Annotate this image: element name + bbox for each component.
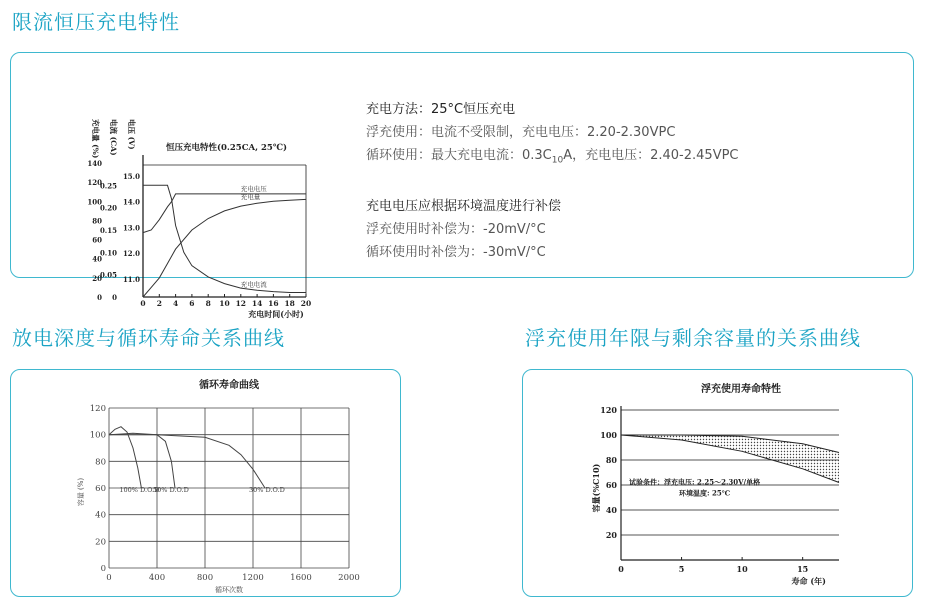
chart2-x-tick-label: 800 — [196, 573, 214, 583]
cycle-life-chart — [13, 372, 398, 594]
chart1-current-tick-label: 0.15 — [99, 226, 117, 235]
chart1-charge-tick-label: 100 — [87, 197, 102, 207]
float-use-line: 浮充使用：电流不受限制，充电电压：2.20-2.30VPC — [366, 125, 676, 140]
chart1-series-charge — [143, 199, 306, 297]
chart1-voltage-tick-label: 15.0 — [122, 171, 140, 181]
chart1-series-label-voltage: 充电电压 — [240, 184, 267, 193]
chart3-x-tick-label: 5 — [678, 564, 685, 574]
chart1-current-tick-label: 0.10 — [99, 248, 117, 258]
chart3-title: 浮充使用寿命特性 — [701, 384, 781, 395]
chart1-charge-tick-label: 60 — [92, 235, 102, 245]
chart1-x-label: 充电时间(小时) — [248, 309, 304, 319]
float-section-title: 浮充使用年限与剩余容量的关系曲线 — [525, 326, 861, 350]
chart1-current-tick-label: 0.20 — [99, 203, 117, 213]
chart3-x-tick-label: 10 — [736, 564, 748, 574]
chart1-x-tick-label: 8 — [205, 299, 211, 308]
chart3-x-tick-label: 15 — [797, 564, 809, 574]
charge-characteristics-chart — [81, 57, 381, 319]
chart1-x-tick-label: 2 — [156, 299, 162, 308]
compensation-heading: 充电电压应根据环境温度进行补偿 — [366, 198, 562, 214]
chart1-x-tick-label: 16 — [268, 299, 279, 308]
chart2-y-tick-label: 40 — [95, 510, 106, 521]
chart1-current-tick-label: 0.25 — [99, 181, 117, 191]
chart2-y-tick-label: 60 — [95, 484, 106, 494]
chart2-x-tick-label: 0 — [106, 573, 112, 583]
chart1-x-tick-label: 14 — [251, 299, 263, 308]
chart1-charge-tick-label: 140 — [87, 159, 102, 168]
chart1-charge-tick-label: 20 — [92, 273, 102, 283]
chart3-y-tick-label: 20 — [605, 530, 617, 540]
chart1-x-tick-label: 0 — [140, 299, 146, 308]
chart1-voltage-tick-label: 12.0 — [122, 249, 140, 259]
chart1-charge-tick-label: 0 — [97, 293, 102, 302]
chart3-x-label: 寿命 (年) — [791, 576, 826, 586]
chart1-charge-axis-label: 充电量 (%) — [91, 119, 100, 159]
cycle-use-subscript: 10 — [551, 155, 564, 166]
chart1-x-tick-label: 4 — [172, 299, 179, 308]
chart2-series-label: 50% D.O.D — [153, 486, 189, 494]
chart2-x-label: 循环次数 — [215, 586, 243, 594]
cycle-compensation-line: 循环使用时补偿为：-30mV/°C — [366, 244, 546, 260]
chart1-x-tick-label: 6 — [189, 299, 195, 308]
chart2-series-line — [109, 433, 175, 488]
chart1-current-tick-label: 0.05 — [99, 270, 117, 280]
chart1-x-tick-label: 10 — [219, 299, 230, 308]
chart1-voltage-tick-label: 14.0 — [122, 197, 140, 207]
chart3-band-area — [621, 435, 839, 483]
charge-description — [366, 98, 886, 264]
chart1-x-tick-label: 12 — [235, 299, 247, 308]
chart3-y-tick-label: 80 — [605, 455, 617, 465]
chart3-x-tick-label: 0 — [618, 564, 624, 574]
chart2-x-tick-label: 1200 — [242, 573, 264, 583]
chart2-y-tick-label: 0 — [100, 564, 106, 574]
charge-method-heading: 充电方法：25°C恒压充电 — [366, 102, 516, 117]
chart1-voltage-tick-label: 13.0 — [122, 223, 140, 233]
chart2-x-tick-label: 1600 — [290, 573, 312, 583]
chart2-series-label: 30% D.O.D — [249, 486, 285, 494]
chart2-series-line — [109, 427, 141, 488]
chart1-series-current — [143, 185, 306, 292]
chart2-y-tick-label: 120 — [89, 404, 106, 414]
chart2-x-tick-label: 400 — [148, 573, 166, 583]
chart1-x-tick-label: 18 — [284, 299, 295, 308]
chart2-y-tick-label: 100 — [89, 430, 106, 441]
chart3-y-tick-label: 40 — [605, 505, 617, 515]
chart1-series-label-charge: 充电量 — [240, 193, 261, 202]
cycle-card — [10, 369, 401, 597]
chart1-current-axis-label: 电流 (CA) — [109, 119, 118, 156]
float-compensation-line: 浮充使用时补偿为：-20mV/°C — [366, 221, 546, 237]
cycle-use-suffix: A，充电电压：2.40-2.45VPC — [563, 148, 739, 163]
chart3-y-tick-label: 120 — [600, 405, 617, 415]
chart2-title: 循环寿命曲线 — [199, 380, 259, 391]
chart3-annotation-2: 环境温度: 25℃ — [679, 488, 731, 498]
charge-section-title: 限流恒压充电特性 — [12, 10, 180, 34]
chart2-y-label: 容量 (%) — [77, 477, 85, 507]
chart1-voltage-axis-label: 电压 (V) — [127, 119, 136, 150]
float-card — [522, 369, 913, 597]
chart2-series-label: 100% D.O.D — [119, 486, 160, 494]
cycle-use-line — [366, 144, 886, 173]
chart3-y-tick-label: 100 — [600, 430, 617, 440]
chart1-charge-tick-label: 120 — [87, 178, 102, 188]
chart2-y-tick-label: 20 — [95, 537, 106, 548]
charge-card — [10, 52, 914, 319]
chart3-y-tick-label: 60 — [605, 480, 617, 490]
chart1-current-tick-label: 0 — [112, 293, 117, 302]
chart1-charge-tick-label: 40 — [92, 254, 102, 264]
chart1-voltage-tick-label: 11.0 — [122, 274, 140, 284]
cycle-section-title: 放电深度与循环寿命关系曲线 — [12, 326, 285, 350]
float-life-chart — [525, 372, 910, 594]
chart2-y-tick-label: 80 — [95, 457, 106, 468]
cycle-use-prefix: 循环使用：最大充电电流：0.3C — [366, 148, 552, 163]
chart1-series-label-current: 充电电流 — [240, 280, 267, 289]
chart2-x-tick-label: 2000 — [338, 573, 360, 583]
chart3-y-label: 容量(%C10) — [591, 463, 601, 513]
chart3-annotation-1: 试验条件：浮充电压: 2.25～2.30V/单格 — [629, 477, 761, 487]
chart1-series-voltage — [143, 194, 306, 233]
chart1-charge-tick-label: 80 — [92, 216, 102, 226]
chart1-x-tick-label: 20 — [300, 299, 312, 308]
chart1-title: 恒压充电特性(0.25CA, 25℃) — [166, 143, 288, 153]
